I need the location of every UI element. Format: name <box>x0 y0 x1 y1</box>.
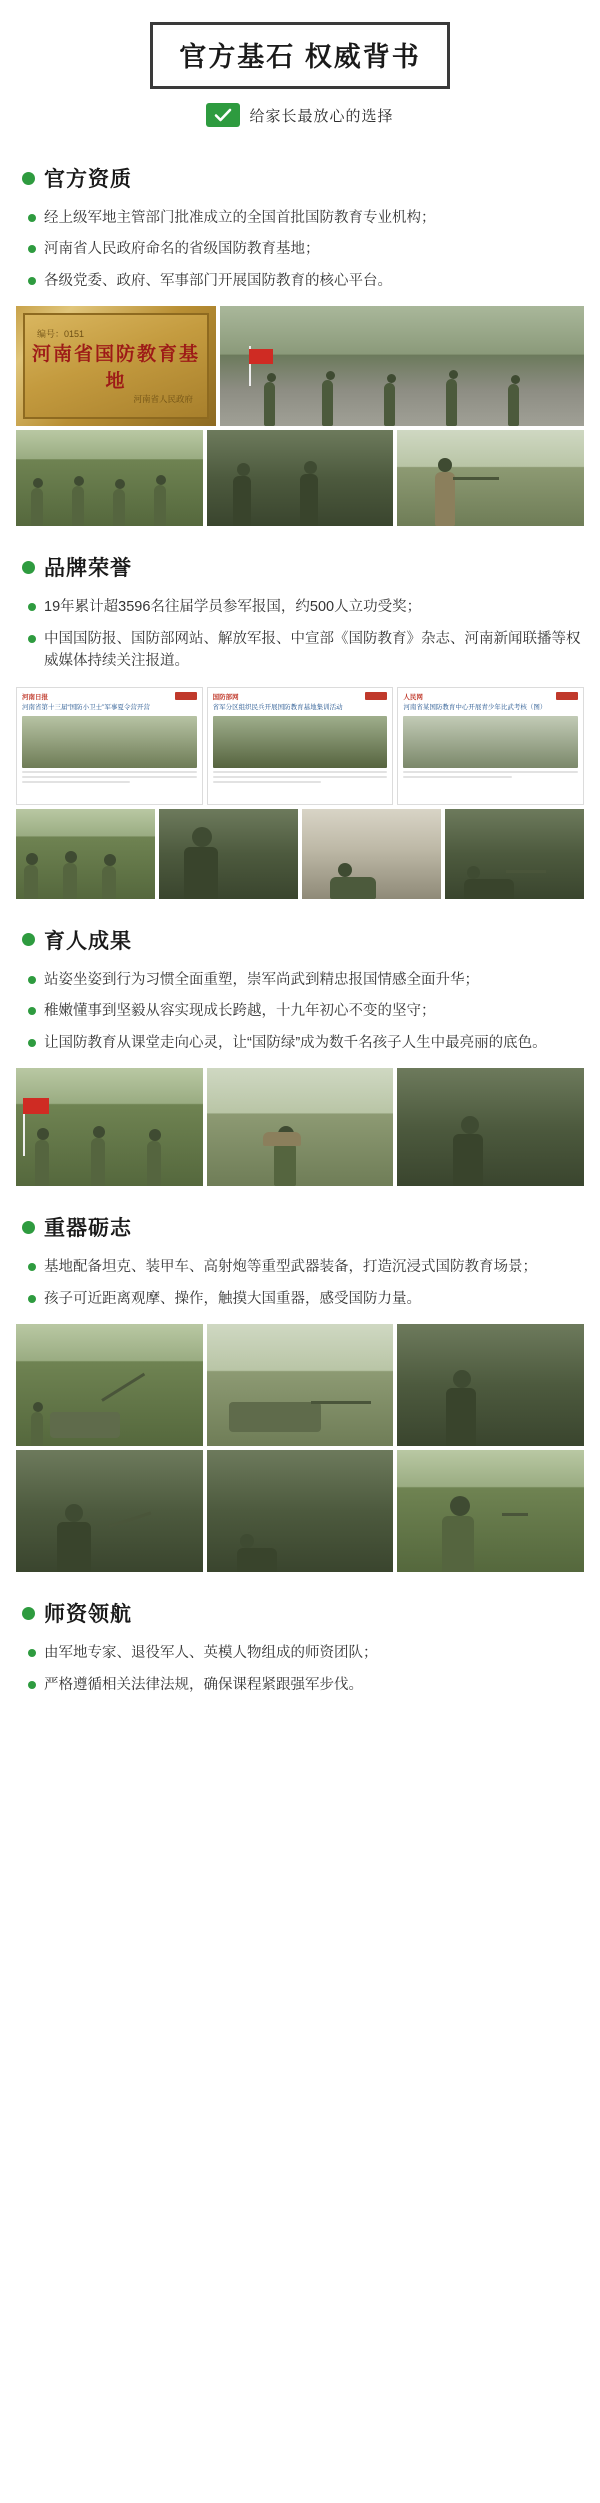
news-source: 国防部网 <box>212 693 239 701</box>
bullet-list <box>28 1256 584 1310</box>
photo-aa-gun <box>16 1324 203 1446</box>
photo-marching <box>220 306 584 426</box>
list-item <box>28 207 584 229</box>
bullet-text: 让国防教育从课堂走向心灵，让“国防绿”成为数千名孩子人生中最亮丽的底色。 <box>44 1034 547 1051</box>
bullet-dot-icon <box>28 1039 36 1047</box>
list-item <box>28 1674 584 1696</box>
section-heading <box>22 1212 584 1242</box>
bullet-dot-icon <box>22 561 35 574</box>
section-heading <box>22 163 584 193</box>
section-heading <box>22 552 584 582</box>
news-banner-icon <box>556 692 578 700</box>
photo-grid <box>16 809 584 899</box>
bullet-dot-icon <box>28 214 36 222</box>
bullet-text: 经上级军地主管部门批准成立的全国首批国防教育专业机构； <box>44 210 436 226</box>
section-title: 育人成果 <box>44 929 132 953</box>
bullet-list <box>28 969 584 1054</box>
list-item <box>28 969 584 991</box>
section-heading <box>22 925 584 955</box>
section-heavy-weapons <box>0 1212 600 1572</box>
list-item <box>28 628 584 673</box>
bullet-dot-icon <box>28 1295 36 1303</box>
section-brand-honor <box>0 552 600 898</box>
bullet-dot-icon <box>22 1607 35 1620</box>
bullet-list <box>28 596 584 672</box>
news-card <box>16 687 203 805</box>
news-card <box>207 687 394 805</box>
section-heading <box>22 1598 584 1628</box>
plaque-issuer: 河南省人民政府 <box>133 394 193 405</box>
photo-camo-portrait <box>159 809 298 899</box>
bullet-dot-icon <box>28 976 36 984</box>
photo-grid <box>16 430 584 526</box>
page-title: 官方基石 权威背书 <box>150 22 450 89</box>
list-item <box>28 1642 584 1664</box>
photo-live-fire-blast <box>207 1450 394 1572</box>
bullet-text: 中国国防报、国防部网站、解放军报、中宣部《国防教育》杂志、河南新闻联播等权威媒体持续关注报道。 <box>44 630 581 670</box>
news-banner-icon <box>365 692 387 700</box>
list-item <box>28 270 584 292</box>
list-item <box>28 1032 584 1054</box>
photo-grid <box>16 1068 584 1186</box>
subtitle-text: 给家长最放心的选择 <box>249 107 394 125</box>
bullet-text: 孩子可近距离观摩、操作，触摸大国重器，感受国防力量。 <box>44 1290 421 1307</box>
bullet-text: 河南省人民政府命名的省级国防教育基地； <box>44 241 320 258</box>
section-title: 官方资质 <box>44 168 132 191</box>
bullet-text: 稚嫩懂事到坚毅从容实现成长跨越，十九年初心不变的坚守； <box>44 1003 436 1020</box>
bullet-text: 基地配备坦克、装甲车、高射炮等重型武器装备，打造沉浸式国防教育场景； <box>44 1259 537 1276</box>
list-item <box>28 238 584 260</box>
photo-pistol-aiming <box>397 1450 584 1572</box>
bullet-dot-icon <box>22 172 35 185</box>
bullet-dot-icon <box>28 277 36 285</box>
news-photo <box>213 716 388 768</box>
section-title: 师资领航 <box>44 1603 132 1627</box>
photo-carrying-equipment <box>207 1068 394 1186</box>
plaque-main-text: 河南省国防教育基地 <box>31 344 200 393</box>
section-official-qualification <box>0 163 600 526</box>
bullet-list <box>28 1642 584 1696</box>
photo-drill-formation <box>16 1068 203 1186</box>
photo-night-training <box>207 430 394 526</box>
bullet-dot-icon <box>22 1221 35 1234</box>
bullet-dot-icon <box>22 933 35 946</box>
bullet-text: 严格遵循相关法律法规，确保课程紧跟强军步伐。 <box>44 1676 363 1693</box>
bullet-list <box>28 207 584 292</box>
bullet-text: 各级党委、政府、军事部门开展国防教育的核心平台。 <box>44 272 392 289</box>
list-item <box>28 1256 584 1278</box>
news-grid <box>16 687 584 805</box>
bullet-dot-icon <box>28 603 36 611</box>
news-headline: 省军分区组织民兵开展国防教育基地集训活动 <box>212 703 343 711</box>
news-headline: 河南省第十三届“国防小卫士”军事夏令营开营 <box>22 703 150 711</box>
bullet-dot-icon <box>28 1263 36 1271</box>
photo-live-fire <box>302 809 441 899</box>
bullet-dot-icon <box>28 1649 36 1657</box>
news-source: 人民网 <box>403 693 423 701</box>
bullet-text: 由军地专家、退役军人、英模人物组成的师资团队； <box>44 1645 378 1662</box>
plaque-number: 编号：0151 <box>37 329 85 340</box>
list-item <box>28 596 584 618</box>
photo-sniper-training <box>445 809 584 899</box>
news-banner-icon <box>175 692 197 700</box>
photo-group-portrait <box>16 809 155 899</box>
section-title: 品牌荣誉 <box>44 557 132 581</box>
list-item <box>28 1000 584 1022</box>
photo-throwing-drill <box>397 1068 584 1186</box>
news-source: 河南日报 <box>22 693 48 701</box>
photo-grid <box>16 1324 584 1446</box>
photo-machine-gun <box>16 1450 203 1572</box>
news-headline: 河南省某国防教育中心开展青少年比武考核（图） <box>403 703 547 711</box>
news-card <box>397 687 584 805</box>
check-icon <box>206 103 240 127</box>
bullet-dot-icon <box>28 1007 36 1015</box>
bullet-text: 站姿坐姿到行为习惯全面重塑，崇军尚武到精忠报国情感全面升华； <box>44 971 479 988</box>
photo-rifle-training <box>397 430 584 526</box>
news-photo <box>22 716 197 768</box>
photo-equipment-operation <box>397 1324 584 1446</box>
bullet-dot-icon <box>28 1681 36 1689</box>
news-photo <box>403 716 578 768</box>
subtitle-row <box>0 103 600 127</box>
poster-header <box>0 0 600 137</box>
photo-grid <box>16 306 584 426</box>
section-education-results <box>0 925 600 1186</box>
list-item <box>28 1288 584 1310</box>
section-title: 重器砺志 <box>44 1217 132 1241</box>
photo-plaque <box>16 306 216 426</box>
bullet-dot-icon <box>28 635 36 643</box>
photo-tank <box>207 1324 394 1446</box>
bullet-text: 19年累计超3596名往届学员参军报国，约500人立功受奖； <box>44 599 422 616</box>
photo-formation-salute <box>16 430 203 526</box>
section-faculty-leading <box>0 1598 600 1696</box>
photo-grid <box>16 1450 584 1572</box>
bullet-dot-icon <box>28 245 36 253</box>
